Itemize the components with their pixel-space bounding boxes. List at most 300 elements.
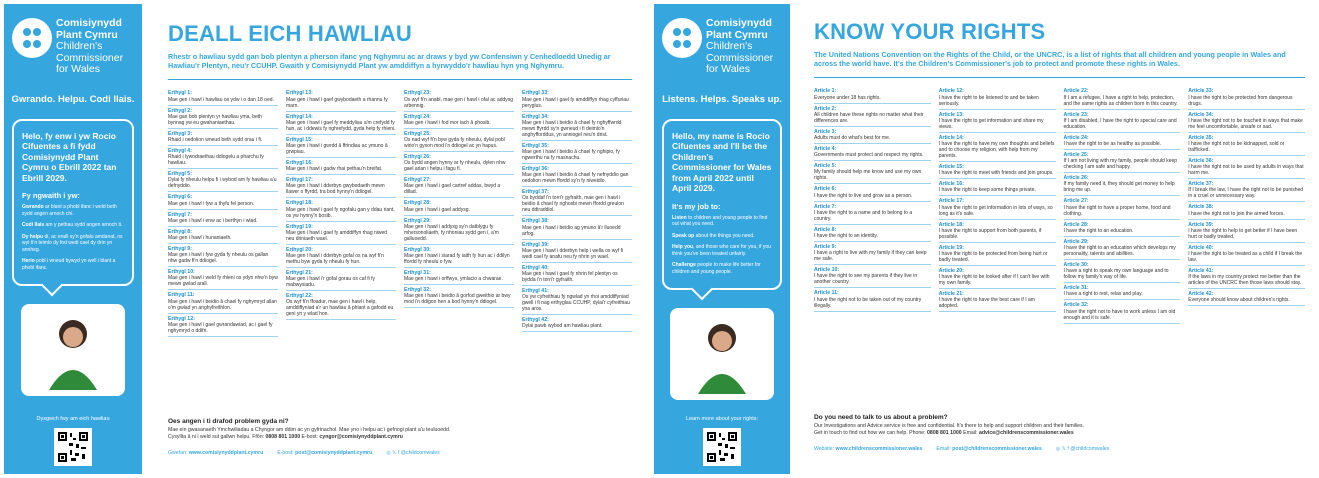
articles-column [168, 88, 278, 336]
bubble-heading: Helo, fy enw i yw Rocio Cifuentes a fi fydd Comisiynydd Plant Cymru o Ebrill 2022 tan Ebrill 2029. [22, 130, 117, 183]
job-description: people to make life better for children and young people. [672, 262, 761, 275]
article-item [814, 225, 931, 242]
article-text: Mae gen i hawl i beidio â chael fy nghipio, fy ngwerthu na fy masnachu. [522, 149, 620, 162]
article-text: Everyone should know about children's rights. [1188, 297, 1290, 304]
article-heading: Erthygl 7: [168, 211, 192, 218]
article-text: Os bydd angen hynny ar fy nheulu, dylen nhw gael arian i helpu i fagu fi. [404, 160, 506, 173]
article-item [522, 263, 632, 286]
article-text: Mae gen i hawl i beidio â gorfod gweithio ar bwy mod i'n ddigon hen a bod hynny'n ddiogel. [404, 293, 511, 306]
website-label: Gwefan: [168, 450, 189, 456]
article-heading: Article 6: [814, 186, 837, 193]
article-text: Mae gen i hawl i gael fy amddiffyn rhag cyffuriau peryglus. [522, 96, 629, 109]
article-heading: Erthygl 16: [286, 160, 313, 167]
job-description: am y pethau sydd angen arnoch ti. [44, 222, 123, 228]
article-item [1188, 289, 1305, 306]
article-heading: Erthygl 39: [522, 241, 549, 248]
brand-line: Plant Cymru [706, 28, 768, 41]
sidebar-panel [654, 4, 790, 474]
job-keyword: Dy helpu [22, 233, 44, 240]
article-item [1064, 173, 1181, 196]
article-text: If I break the law, I have the right not to be punished in a cruel or unnecessary way. [1188, 187, 1304, 200]
article-item [1188, 110, 1305, 133]
article-text: Dylai fy nheulu helpu fi i wybod am fy hawliau a'u defnyddio. [168, 177, 277, 190]
article-text: I have the right to get information and share my views. [938, 117, 1044, 130]
article-text: I have the right to be listened to and be taken seriously. [938, 94, 1039, 107]
article-heading: Article 12: [938, 88, 964, 95]
job-item [22, 204, 124, 217]
article-text: Mae gen i hawl i gael cartref addas, bwyd a dillad. [404, 183, 501, 196]
article-item [286, 135, 396, 158]
article-heading: Erthygl 18: [286, 200, 313, 207]
tagline: Gwrando. Helpu. Codi llais. [11, 93, 135, 105]
website-link[interactable]: www.childrenscommissioner.wales [835, 446, 923, 452]
article-item [404, 129, 514, 152]
article-item [286, 245, 396, 268]
article-item [939, 289, 1056, 312]
article-text: If my family need it, they should get money to help bring me up. [1063, 181, 1175, 194]
article-text: Mae gen i hawl i gael fy nhrin fel plentyn os bydda i'n torri'r gyfraith. [522, 271, 618, 284]
divider [168, 79, 632, 80]
job-heading: Fy ngwaith i yw: [22, 191, 80, 200]
article-heading: Article 9: [814, 244, 837, 251]
article-heading: Article 13: [938, 111, 964, 118]
footer-description [814, 423, 1305, 436]
article-item [522, 286, 632, 315]
article-text: I have the right to keep some things private. [938, 187, 1036, 194]
job-item [672, 215, 772, 228]
article-heading: Erthygl 2: [168, 107, 192, 114]
article-heading: Erthygl 40: [522, 264, 549, 271]
article-heading: Erthygl 42: [522, 317, 549, 324]
job-list [22, 204, 124, 271]
article-item [404, 88, 514, 111]
article-text: Mae gen i hawl i fod mor iach â phosib. [404, 119, 491, 126]
article-item [1064, 300, 1181, 323]
article-heading: Erthygl 28: [404, 200, 431, 207]
article-text: Mae gen i hawl i gael gwybodaeth a rhannu fy marn. [286, 96, 388, 109]
article-item [168, 210, 278, 227]
article-text: Mae gen i hawl i beidio â chael fy nefnyddio gan oedolion mewn ffordd sy'n fy niweidio. [522, 172, 629, 185]
article-item [168, 192, 278, 209]
article-heading: Erthygl 30: [404, 246, 431, 253]
article-text: I have the right to support from both parents, if possible. [938, 227, 1042, 240]
footer-line: Our Investigations and Advice service is free and confidential. It's there to help and support children and their families. [814, 423, 1085, 429]
article-item [814, 104, 931, 127]
article-text: Mae gen i hawl i dderbyn gofal os na wyf fi'n methu byw gyda fy nheulu fy hun. [286, 253, 384, 266]
article-item [1064, 260, 1181, 283]
job-keyword: Gwrando [22, 204, 44, 210]
article-text: Os wyf fi'n ffoadur, mae gen i hawl i help, amddiffyniad a'r un hawliau â phlant a gafodd eu geni yn y wlad hon. [286, 299, 394, 318]
article-text: I have the right not to be kidnapped, sold or trafficked. [1188, 141, 1285, 154]
brand-block [654, 4, 790, 76]
article-heading: Erthygl 36: [522, 166, 549, 173]
article-item [404, 112, 514, 129]
commissioner-logo-icon [12, 18, 52, 58]
article-text: Mae gen i hawl i gael gwrandawiad, ac i gael fy nghymryd o ddifri. [168, 321, 273, 334]
article-heading: Article 25: [1063, 152, 1089, 159]
brand-line: Children's [706, 40, 753, 52]
article-item [939, 133, 1056, 162]
article-heading: Article 37: [1188, 181, 1214, 188]
article-text: Rhaid i lywodraethau ddiogelu a pharchu fy hawliau. [168, 154, 264, 167]
article-heading: Article 11: [814, 290, 839, 297]
article-heading: Erthygl 13: [286, 90, 313, 97]
article-text: Governments must protect and respect my rights. [814, 152, 924, 159]
article-item [814, 242, 931, 265]
article-item [286, 112, 396, 135]
article-item [1064, 237, 1181, 260]
articles-column [522, 88, 632, 336]
article-item [939, 243, 1056, 266]
article-item [1188, 202, 1305, 219]
article-heading: Erthygl 5: [168, 171, 192, 178]
phone-number[interactable]: 0808 801 1000 [927, 429, 962, 436]
article-heading: Erthygl 35: [522, 142, 549, 149]
article-item [522, 315, 632, 332]
email-label: E-bost: [300, 433, 320, 440]
commissioner-logo-icon [662, 18, 702, 58]
article-item [168, 106, 278, 129]
article-heading: Article 5: [814, 163, 837, 170]
article-item [286, 268, 396, 291]
article-text: I have the right to an identity. [814, 233, 878, 240]
article-text: I have the right to be protected from being hurt or badly treated. [938, 251, 1048, 264]
article-item [522, 216, 632, 239]
article-item [286, 198, 396, 221]
social-icons[interactable]: ◎ 𝕏 f [386, 450, 401, 456]
article-item [168, 129, 278, 146]
social-handle[interactable]: @childcomwales [400, 450, 440, 456]
footer-question: Oes angen i ti drafod problem gyda ni? [168, 418, 289, 425]
article-text: I have the right not to join the armed forces. [1188, 210, 1285, 217]
article-item [1064, 220, 1181, 237]
article-heading: Erthygl 17: [286, 177, 313, 184]
article-heading: Article 30: [1063, 262, 1089, 269]
article-heading: Article 35: [1188, 134, 1214, 141]
brand-name [706, 18, 773, 76]
article-heading: Article 7: [814, 203, 837, 210]
article-item [286, 175, 396, 198]
job-item [672, 233, 772, 240]
article-heading: Erthygl 14: [286, 113, 313, 120]
article-item [939, 86, 1056, 109]
article-text: I have the right to meet with friends and join groups. [938, 170, 1054, 177]
article-text: My family should help me know and use my own rights. [814, 169, 922, 182]
sidebar-panel [4, 4, 142, 474]
article-item [1064, 196, 1181, 219]
article-heading: Article 28: [1063, 221, 1089, 228]
article-item [522, 112, 632, 141]
article-heading: Erthygl 37: [522, 189, 549, 196]
social-item [1056, 446, 1109, 452]
article-item [404, 175, 514, 198]
portrait-photo [670, 308, 774, 400]
article-heading: Article 15: [938, 164, 964, 171]
article-item [939, 110, 1056, 133]
article-item [939, 162, 1056, 179]
article-text: Mae gen i hawl i dderbyn gwybodaeth mewn llawer o ffyrdd, tra bod hynny'n ddiogel. [286, 183, 385, 196]
article-item [286, 88, 396, 111]
article-heading: Erthygl 34: [522, 113, 549, 120]
article-item [814, 144, 931, 161]
article-item [522, 164, 632, 187]
contact-footer [168, 418, 646, 456]
article-text: Adults must do what's best for me. [814, 135, 891, 142]
article-text: Mae gen i hawl i hunaniaeth. [168, 235, 232, 242]
article-text: If the laws in my country protect me better than the articles of the UNCRC then those laws should stay. [1188, 274, 1302, 287]
article-heading: Erthygl 25: [404, 130, 431, 137]
article-item [404, 198, 514, 215]
article-heading: Erthygl 29: [404, 217, 431, 224]
phone-number[interactable]: 0808 801 1000 [265, 433, 301, 440]
article-text: Dylai pawb wybod am hawliau plant. [522, 323, 603, 330]
article-heading: Article 8: [814, 226, 837, 233]
article-heading: Article 38: [1188, 204, 1214, 211]
article-heading: Erthygl 24: [404, 113, 431, 120]
article-item [1064, 86, 1181, 109]
footer-question: Do you need to talk to us about a problem? [814, 414, 948, 421]
article-heading: Article 14: [938, 134, 964, 141]
article-text: Mae gen i hawl i gael fy amddiffyn rhag niwed neu driniaeth wael. [286, 229, 388, 242]
article-heading: Erthygl 10: [168, 269, 195, 276]
article-text: Os byddaf i'n torri'r gyfraith, mae gen i hawl i beidio â chael fy nghosbi mewn ffordd greulon neu ddiraddiol. [522, 195, 624, 214]
article-heading: Article 4: [814, 146, 837, 153]
article-item [939, 266, 1056, 289]
article-item [1188, 266, 1305, 289]
article-heading: Article 26: [1063, 175, 1089, 182]
learn-more-caption: Dysgwch fwy am eich hawliau [36, 416, 110, 422]
qr-code-icon[interactable] [54, 428, 92, 466]
article-text: Mae gen i hawl i fyw gyda fy nheulu os gallan nhw gadw fi'n ddiogel. [168, 252, 269, 265]
email-link[interactable]: post@comisiynyddplant.cymru [295, 450, 373, 456]
article-text: Mae gen i hawl i gael fy ngofalu gan y ddau riant, os yw hynny'n bosib. [286, 206, 395, 219]
brand-line: for Wales [706, 63, 750, 75]
sidebar-footer [4, 416, 142, 466]
job-heading: It's my job to: [672, 201, 721, 211]
footer-line: Cysyllta â ni i weld sut gallwn helpu. Ffôn: [168, 433, 266, 440]
article-text: All children have these rights no matter what their differences are. [814, 111, 924, 124]
article-text: I have the right to be protected from dangerous drugs. [1188, 94, 1293, 107]
article-text: Mae gen i hawl i gwrdd â ffrindiau ac ymuno â grwpiau. [286, 143, 388, 156]
article-heading: Article 36: [1188, 158, 1214, 165]
article-item [168, 314, 278, 337]
job-item [672, 262, 772, 275]
articles-column [1188, 86, 1305, 323]
job-description: , and those who care for you, if you think you've been treated unfairly. [672, 244, 771, 257]
email-item [277, 450, 372, 456]
articles-column [1064, 86, 1181, 323]
article-text: If I am not living with my family, people should keep checking I am safe and happy. [1063, 158, 1178, 171]
article-text: Mae gen i hawl i addysg sy'n datblygu fy mhersonoliaeth, fy nhoniau sydd gen i, a'm galluoedd. [404, 223, 499, 242]
articles-column [814, 86, 931, 323]
article-text: Mae gen i hawl i orffwys, ymlacio a chwarae. [404, 276, 503, 283]
email-label: E-bost: [277, 450, 296, 456]
article-item [1064, 110, 1181, 133]
article-item [286, 158, 396, 175]
article-heading: Erthygl 9: [168, 246, 192, 253]
article-heading: Article 40: [1188, 244, 1214, 251]
articles-column [939, 86, 1056, 323]
article-text: I have the right to have the best care if I am adopted. [938, 297, 1035, 310]
article-item [522, 240, 632, 263]
article-item [1064, 283, 1181, 300]
intro-text: The United Nations Convention on the Rights of the Child, or the UNCRC, is a list of rights that all children and young people in Wales and across the world have. It's the Children's Commissioner's job to protect and promote these rights in Wales. [814, 50, 1286, 69]
article-heading: Erthygl 4: [168, 148, 192, 155]
article-heading: Erthygl 1: [168, 90, 192, 97]
brand-line: Comisiynydd [56, 17, 122, 29]
advice-email-link[interactable]: cyngor@comisiynyddplant.cymru [319, 433, 403, 440]
social-handle[interactable]: @childcomwales [1070, 446, 1110, 452]
brand-name [56, 18, 123, 76]
brand-line: Comisiynydd [706, 17, 772, 29]
article-text: I have the right not to be touched in ways that make me feel uncomfortable, unsafe or sad. [1188, 117, 1303, 130]
article-heading: Article 33: [1188, 88, 1214, 95]
speech-bubble [662, 119, 782, 291]
article-heading: Erthygl 11: [168, 292, 195, 299]
article-text: Mae gen i hawl i gael addysg. [404, 206, 470, 213]
advice-email-link[interactable]: advice@childrenscommissioner.wales [978, 429, 1074, 436]
article-heading: Article 29: [1063, 238, 1089, 245]
website-link[interactable]: www.comisiynyddplant.cymru [188, 450, 264, 456]
article-text: Mae gen i hawl i weld fy rhieni os ydyn nhw'n byw mewn gwlad arall. [168, 275, 278, 288]
job-keyword: Challenge [672, 262, 696, 268]
footer-links [168, 450, 632, 456]
page-title: KNOW YOUR RIGHTS [814, 19, 1046, 44]
article-item [814, 288, 931, 311]
job-keyword: Codi llais [22, 222, 45, 228]
article-text: I have the right to have my own thoughts and beliefs and to choose my religion, with help from my parents. [938, 141, 1055, 160]
article-item [1188, 156, 1305, 179]
article-text: Mae gen i hawl i beidio â chael fy nghymryd allan o'm gwlad yn anghyfreithlon. [168, 298, 277, 311]
article-item [522, 187, 632, 216]
article-heading: Erthygl 26: [404, 154, 431, 161]
article-heading: Article 39: [1188, 221, 1214, 228]
job-keyword: Help you [672, 244, 694, 250]
article-text: I have the right to a name and to belong to a country. [814, 209, 913, 222]
brand-line: Commissioner [56, 51, 124, 64]
job-description: ar blant a phobl ifanc i weld beth sydd angen arnoch chi. [22, 204, 117, 217]
article-item [286, 222, 396, 245]
article-heading: Article 17: [938, 198, 964, 205]
article-text: I have a right to live with my family if they can keep me safe. [814, 250, 927, 263]
article-heading: Erthygl 3: [168, 130, 192, 137]
article-heading: Article 21: [938, 291, 964, 298]
article-text: Mae gen i hawl i hawliau os ydw i o dan 18 oed. [168, 96, 274, 103]
article-text: I have the right not to be taken out of my country illegally. [814, 296, 922, 309]
articles-column [286, 88, 396, 336]
article-text: I have the right to an education which develops my personality, talents and abilities. [1063, 245, 1176, 258]
article-item [286, 291, 396, 320]
article-text: If I am disabled, I have the right to special care and education. [1063, 117, 1177, 130]
article-item [1188, 220, 1305, 243]
article-item [404, 216, 514, 245]
article-text: I have the right to be treated as a child if I break the law. [1188, 251, 1303, 264]
bubble-heading: Hello, my name is Rocio Cifuentes and I'll be the Children's Commissioner for Wales from April 2022 until April 2029. [672, 130, 772, 193]
main-content [146, 0, 646, 478]
article-heading: Article 32: [1063, 302, 1089, 309]
poster-english [650, 0, 1319, 478]
website-label: Website: [814, 446, 836, 452]
article-item [1188, 179, 1305, 202]
email-link[interactable]: post@childrenscommissioner.wales [952, 446, 1042, 452]
article-item [1188, 243, 1305, 266]
job-description: about the things you need. [694, 232, 755, 239]
article-item [168, 88, 278, 105]
article-item [168, 290, 278, 313]
article-heading: Erthygl 31: [404, 270, 431, 277]
articles-grid [168, 88, 632, 336]
article-text: I have the right to be as healthy as possible. [1063, 141, 1162, 148]
article-text: Os nad wyf fi'n byw gyda fy nheulu, dylai pobl wirio'n gyson mod i'n ddiogel ac yn hapus. [404, 137, 505, 150]
article-item [522, 141, 632, 164]
article-item [939, 220, 1056, 243]
article-text: If I am a refugee, I have a right to help, protection, and the same rights as children born in this country. [1063, 94, 1178, 107]
article-item [814, 161, 931, 184]
tagline: Listens. Helps. Speaks up. [662, 93, 782, 105]
sidebar-footer [654, 416, 790, 466]
email-label: Email: [961, 429, 979, 436]
article-text: Mae gen i hawl i enw ac i berthyn i wlad. [168, 217, 258, 224]
article-item [404, 268, 514, 285]
footer-line: Mae ein gwasanaeth Ymchwiliadau a Chyngor am ddim ac yn gyfrinachol. Mae yno i helpu ac i gefnogi plant a'u teuluoedd. [168, 427, 451, 433]
footer-links [814, 446, 1305, 452]
article-heading: Article 2: [814, 105, 837, 112]
email-item [936, 446, 1041, 452]
article-item [168, 146, 278, 169]
page-title: DEALL EICH HAWLIAU [168, 21, 412, 46]
article-heading: Erthygl 32: [404, 287, 431, 294]
article-item [404, 245, 514, 268]
article-heading: Article 1: [814, 88, 837, 95]
article-text: Mae gan bob plentyn yr hawliau yma, beth bynnag yw eu gwahaniaethau. [168, 113, 262, 126]
article-text: I have the right to get information in lots of ways, so long as it's safe. [938, 204, 1053, 217]
article-item [168, 244, 278, 267]
article-heading: Erthygl 27: [404, 177, 431, 184]
qr-code-icon[interactable] [703, 428, 741, 466]
article-heading: Article 18: [938, 221, 964, 228]
article-text: Mae gen i hawl i beidio ag ymuno â'r lluoedd arfog. [522, 224, 621, 237]
article-heading: Article 16: [938, 181, 964, 188]
article-item [404, 152, 514, 175]
article-heading: Article 27: [1063, 198, 1089, 205]
article-item [939, 179, 1056, 196]
article-item [168, 227, 278, 244]
job-keyword: Listen [672, 214, 687, 221]
job-keyword: Herio [22, 258, 35, 264]
article-text: Os yw cyfreithiau fy ngwlad yn rhoi amddiffyniad gwell i fi nag erthyglau CCUHP, dylai'r cyfreithiau yna aros. [522, 294, 630, 313]
speech-bubble [12, 119, 134, 287]
job-keyword: Speak up [672, 232, 695, 239]
website-item [168, 450, 263, 456]
website-item [814, 446, 922, 452]
article-heading: Article 20: [938, 268, 964, 275]
footer-line: Get in touch to find out how we can help. Phone: [814, 429, 928, 436]
brand-line: for Wales [56, 63, 100, 75]
article-heading: Erthygl 38: [522, 218, 549, 225]
article-text: I have the right to live and grow as a person. [814, 192, 913, 199]
article-item [522, 88, 632, 111]
brand-line: Plant Cymru [56, 28, 118, 41]
job-item [22, 234, 124, 254]
article-heading: Article 22: [1063, 88, 1089, 95]
brand-block [4, 4, 142, 76]
article-text: Mae gen i hawl i gael fy meddyliau a'm crefydd fy hun, ac i ddewis fy nghrefydd, gyda help fy rhieni. [286, 119, 396, 132]
article-text: Os wyf fi'n anabl, mae gen i hawl i ofal ac addysg arbennig. [404, 96, 514, 109]
article-heading: Article 10: [814, 267, 840, 274]
article-item [168, 169, 278, 192]
poster-welsh [0, 0, 646, 478]
social-icons[interactable]: ◎ 𝕏 f [1055, 446, 1071, 452]
